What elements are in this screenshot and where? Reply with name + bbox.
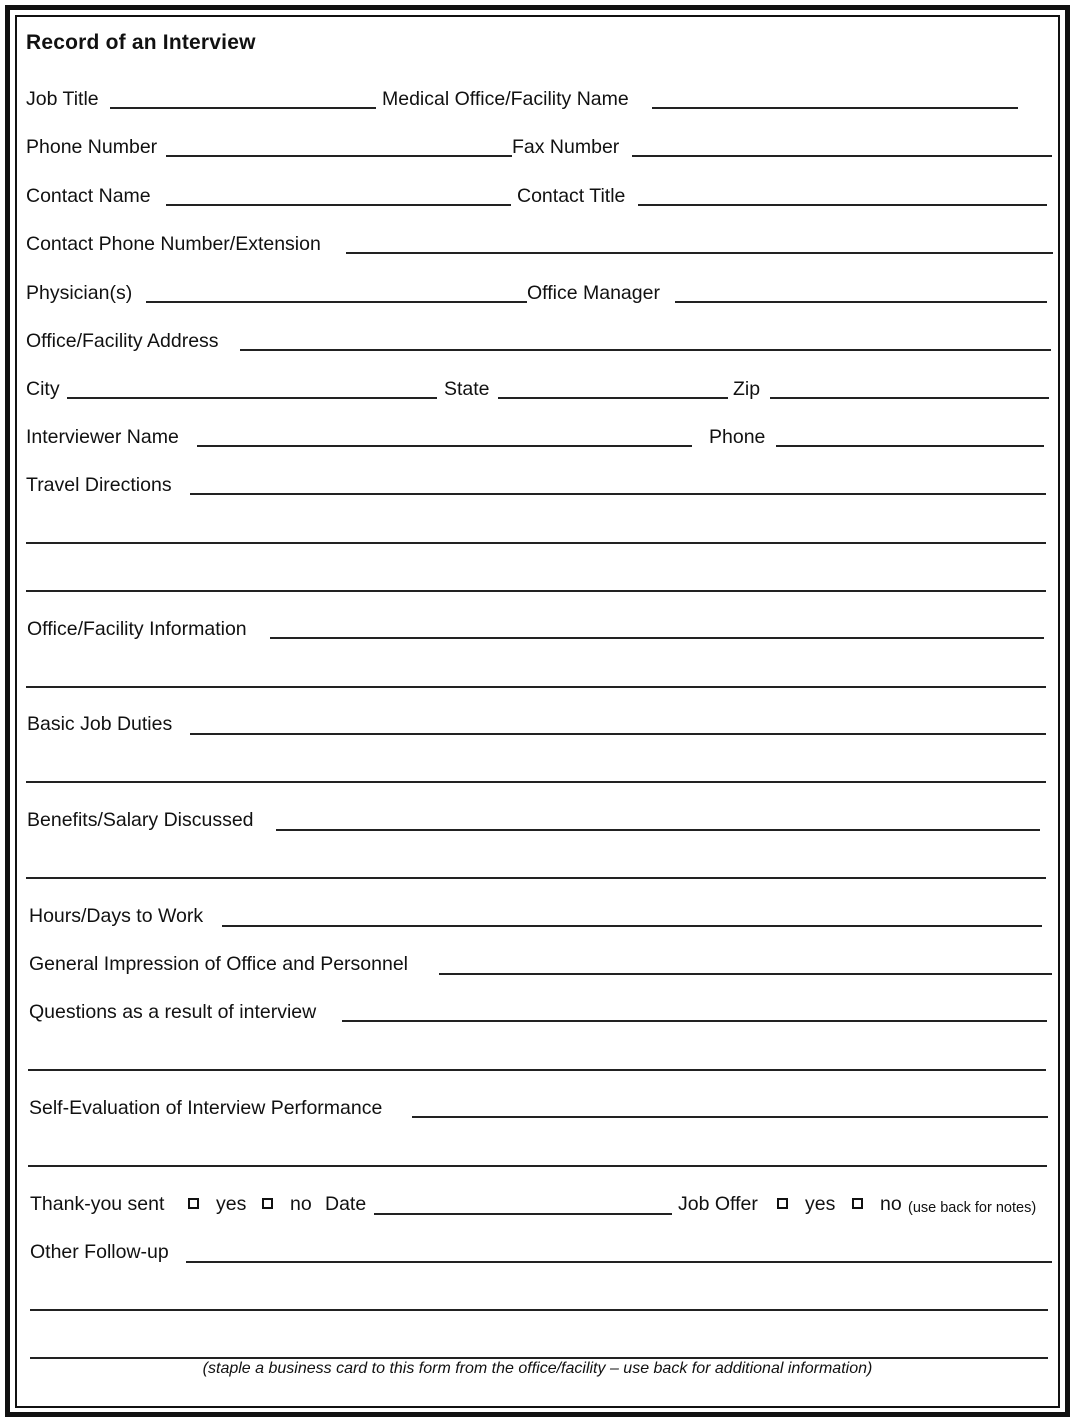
zip-label: Zip xyxy=(733,378,761,400)
self-evaluation-field[interactable] xyxy=(412,1116,1048,1118)
facility-address-label: Office/Facility Address xyxy=(26,330,219,352)
zip-field[interactable] xyxy=(770,397,1049,399)
state-label: State xyxy=(444,378,490,400)
other-follow-up-line-3[interactable] xyxy=(30,1357,1048,1359)
questions-field[interactable] xyxy=(342,1020,1047,1022)
hours-days-label: Hours/Days to Work xyxy=(29,905,204,927)
footer-note: (staple a business card to this form from the office/facility – use back for additional information) xyxy=(202,1360,873,1377)
other-follow-up-line-2[interactable] xyxy=(30,1309,1048,1311)
benefits-salary-line-2[interactable] xyxy=(26,877,1046,879)
facility-name-label: Medical Office/Facility Name xyxy=(382,88,629,110)
basic-job-duties-label: Basic Job Duties xyxy=(27,713,173,735)
thank-you-no-label: no xyxy=(290,1193,312,1215)
travel-directions-line-2[interactable] xyxy=(26,542,1046,544)
facility-name-field[interactable] xyxy=(652,107,1018,109)
interviewer-phone-field[interactable] xyxy=(776,445,1044,447)
inner-border xyxy=(15,15,1060,1408)
thank-you-no-checkbox[interactable] xyxy=(262,1198,273,1209)
job-offer-yes-label: yes xyxy=(805,1193,836,1215)
office-manager-field[interactable] xyxy=(675,301,1047,303)
contact-title-label: Contact Title xyxy=(517,185,626,207)
general-impression-field[interactable] xyxy=(439,973,1052,975)
city-field[interactable] xyxy=(67,397,437,399)
physicians-field[interactable] xyxy=(146,301,527,303)
job-offer-yes-checkbox[interactable] xyxy=(777,1198,788,1209)
other-follow-up-label: Other Follow-up xyxy=(30,1241,169,1263)
facility-information-label: Office/Facility Information xyxy=(27,618,247,640)
contact-name-label: Contact Name xyxy=(26,185,151,207)
job-title-field[interactable] xyxy=(110,107,376,109)
contact-phone-field[interactable] xyxy=(346,252,1053,254)
phone-number-label: Phone Number xyxy=(26,136,158,158)
self-evaluation-label: Self-Evaluation of Interview Performance xyxy=(29,1097,383,1119)
hours-days-field[interactable] xyxy=(222,925,1042,927)
travel-directions-line-3[interactable] xyxy=(26,590,1046,592)
self-evaluation-line-2[interactable] xyxy=(28,1165,1047,1167)
physicians-label: Physician(s) xyxy=(26,282,133,304)
thank-you-yes-checkbox[interactable] xyxy=(188,1198,199,1209)
questions-line-2[interactable] xyxy=(28,1069,1046,1071)
fax-number-label: Fax Number xyxy=(512,136,620,158)
office-manager-label: Office Manager xyxy=(527,282,660,304)
basic-job-duties-line-2[interactable] xyxy=(26,781,1046,783)
job-title-label: Job Title xyxy=(26,88,99,110)
contact-phone-label: Contact Phone Number/Extension xyxy=(26,233,321,255)
use-back-notes: (use back for notes) xyxy=(908,1200,1037,1216)
date-field[interactable] xyxy=(374,1213,672,1215)
form-title: Record of an Interview xyxy=(26,31,256,54)
general-impression-label: General Impression of Office and Personnel xyxy=(29,953,409,975)
fax-number-field[interactable] xyxy=(632,155,1052,157)
state-field[interactable] xyxy=(498,397,728,399)
facility-information-line-2[interactable] xyxy=(26,686,1046,688)
date-label: Date xyxy=(325,1193,367,1215)
benefits-salary-label: Benefits/Salary Discussed xyxy=(27,809,254,831)
travel-directions-label: Travel Directions xyxy=(26,474,172,496)
phone-number-field[interactable] xyxy=(166,155,512,157)
job-offer-label: Job Offer xyxy=(678,1193,758,1215)
questions-label: Questions as a result of interview xyxy=(29,1001,317,1023)
other-follow-up-field[interactable] xyxy=(186,1261,1052,1263)
basic-job-duties-field[interactable] xyxy=(190,733,1046,735)
job-offer-no-label: no xyxy=(880,1193,902,1215)
job-offer-no-checkbox[interactable] xyxy=(852,1198,863,1209)
contact-name-field[interactable] xyxy=(166,204,511,206)
facility-address-field[interactable] xyxy=(240,349,1051,351)
interviewer-name-label: Interviewer Name xyxy=(26,426,179,448)
contact-title-field[interactable] xyxy=(638,204,1047,206)
travel-directions-field[interactable] xyxy=(190,493,1046,495)
city-label: City xyxy=(26,378,60,400)
thank-you-yes-label: yes xyxy=(216,1193,247,1215)
interviewer-name-field[interactable] xyxy=(197,445,692,447)
thank-you-sent-label: Thank-you sent xyxy=(30,1193,165,1215)
benefits-salary-field[interactable] xyxy=(276,829,1040,831)
interviewer-phone-label: Phone xyxy=(709,426,766,448)
facility-information-field[interactable] xyxy=(270,637,1044,639)
